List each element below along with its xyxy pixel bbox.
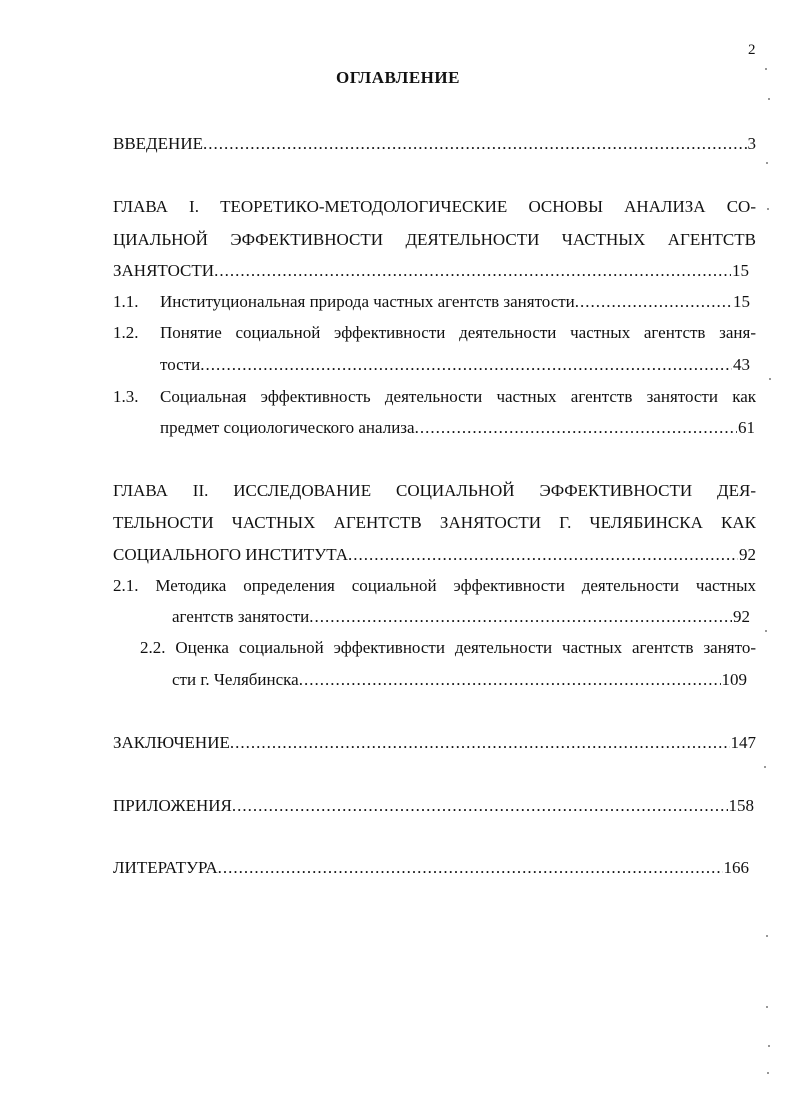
scan-speck xyxy=(765,68,767,70)
leader-dots xyxy=(299,670,721,690)
chapter-heading-line: ЦИАЛЬНОЙ ЭФФЕКТИВНОСТИ ДЕЯТЕЛЬНОСТИ ЧАСТНЫХ АГЕНТСТВ xyxy=(113,230,756,249)
scan-speck xyxy=(766,162,768,164)
section-number: 1.1. xyxy=(113,292,139,311)
leader-dots xyxy=(232,796,728,816)
section-line: Социальная эффективность деятельности частных агентств занятости как xyxy=(160,387,756,406)
scan-speck xyxy=(765,630,767,632)
leader-dots xyxy=(575,292,732,312)
section-line xyxy=(160,355,750,375)
toc-entry-label: ЗАКЛЮЧЕНИЕ xyxy=(113,733,230,752)
scan-speck xyxy=(769,378,771,380)
toc-page-number: 92 xyxy=(739,545,756,564)
toc-page-number: 3 xyxy=(747,134,756,153)
section-line: 2.1. Методика определения социальной эффективности деятельности частных xyxy=(113,576,756,595)
toc-entry-label: тости xyxy=(160,355,201,374)
scan-speck xyxy=(766,935,768,937)
toc-entry-label: сти г. Челябинска xyxy=(172,670,299,689)
toc-page-number: 43 xyxy=(733,355,750,374)
chapter-heading-line: ГЛАВА II. ИССЛЕДОВАНИЕ СОЦИАЛЬНОЙ ЭФФЕКТИВНОСТИ ДЕЯ- xyxy=(113,481,756,500)
toc-entry-label: ЗАНЯТОСТИ xyxy=(113,261,215,280)
chapter-heading-line: ГЛАВА I. ТЕОРЕТИКО-МЕТОДОЛОГИЧЕСКИЕ ОСНОВЫ АНАЛИЗА СО- xyxy=(113,197,756,216)
toc-page-number: 15 xyxy=(733,292,750,311)
leader-dots xyxy=(230,733,730,753)
toc-entry-intro[interactable] xyxy=(113,134,756,154)
section-number: 1.3. xyxy=(113,387,139,406)
chapter-heading-line: ТЕЛЬНОСТИ ЧАСТНЫХ АГЕНТСТВ ЗАНЯТОСТИ Г. ЧЕЛЯБИНСКА КАК xyxy=(113,513,756,532)
chapter-heading-line xyxy=(113,261,749,281)
section-line xyxy=(172,670,747,690)
section-line: Понятие социальной эффективности деятельности частных агентств заня- xyxy=(160,323,756,342)
scan-speck xyxy=(767,208,769,210)
section-line: 2.2. Оценка социальной эффективности деятельности частных агентств занято- xyxy=(140,638,756,657)
toc-entry-label: ВВЕДЕНИЕ xyxy=(113,134,203,153)
toc-entry-conclusion[interactable] xyxy=(113,733,756,753)
section-number: 1.2. xyxy=(113,323,139,342)
toc-entry-label: ЛИТЕРАТУРА xyxy=(113,858,218,877)
toc-entry-literature[interactable] xyxy=(113,858,749,878)
toc-page-number: 158 xyxy=(728,796,754,815)
section-line xyxy=(160,418,755,438)
toc-page-number: 147 xyxy=(730,733,756,752)
toc-page-number: 61 xyxy=(738,418,755,437)
toc-entry-label: ПРИЛОЖЕНИЯ xyxy=(113,796,232,815)
toc-page-number: 166 xyxy=(723,858,749,877)
page-title: ОГЛАВЛЕНИЕ xyxy=(336,68,460,87)
toc-entry-label: предмет социологического анализа xyxy=(160,418,415,437)
toc-page-number: 109 xyxy=(721,670,747,689)
section-line xyxy=(160,292,750,312)
leader-dots xyxy=(218,858,723,878)
leader-dots xyxy=(415,418,737,438)
leader-dots xyxy=(200,355,732,375)
toc-entry-label: агентств занятости xyxy=(172,607,310,626)
toc-page-number: 15 xyxy=(732,261,749,280)
scan-speck xyxy=(767,1072,769,1074)
scan-speck xyxy=(768,98,770,100)
toc-entry-label: СОЦИАЛЬНОГО ИНСТИТУТА xyxy=(113,545,349,564)
leader-dots xyxy=(214,261,731,281)
toc-entry-label: Институциональная природа частных агентств занятости xyxy=(160,292,575,311)
page-number: 2 xyxy=(748,42,756,58)
leader-dots xyxy=(348,545,738,565)
chapter-heading-line xyxy=(113,545,756,565)
scan-speck xyxy=(766,1006,768,1008)
scan-speck xyxy=(764,766,766,768)
leader-dots xyxy=(203,134,747,154)
scan-speck xyxy=(768,1045,770,1047)
toc-page-number: 92 xyxy=(733,607,750,626)
section-line xyxy=(172,607,750,627)
toc-entry-appendices[interactable] xyxy=(113,796,754,816)
leader-dots xyxy=(309,607,732,627)
